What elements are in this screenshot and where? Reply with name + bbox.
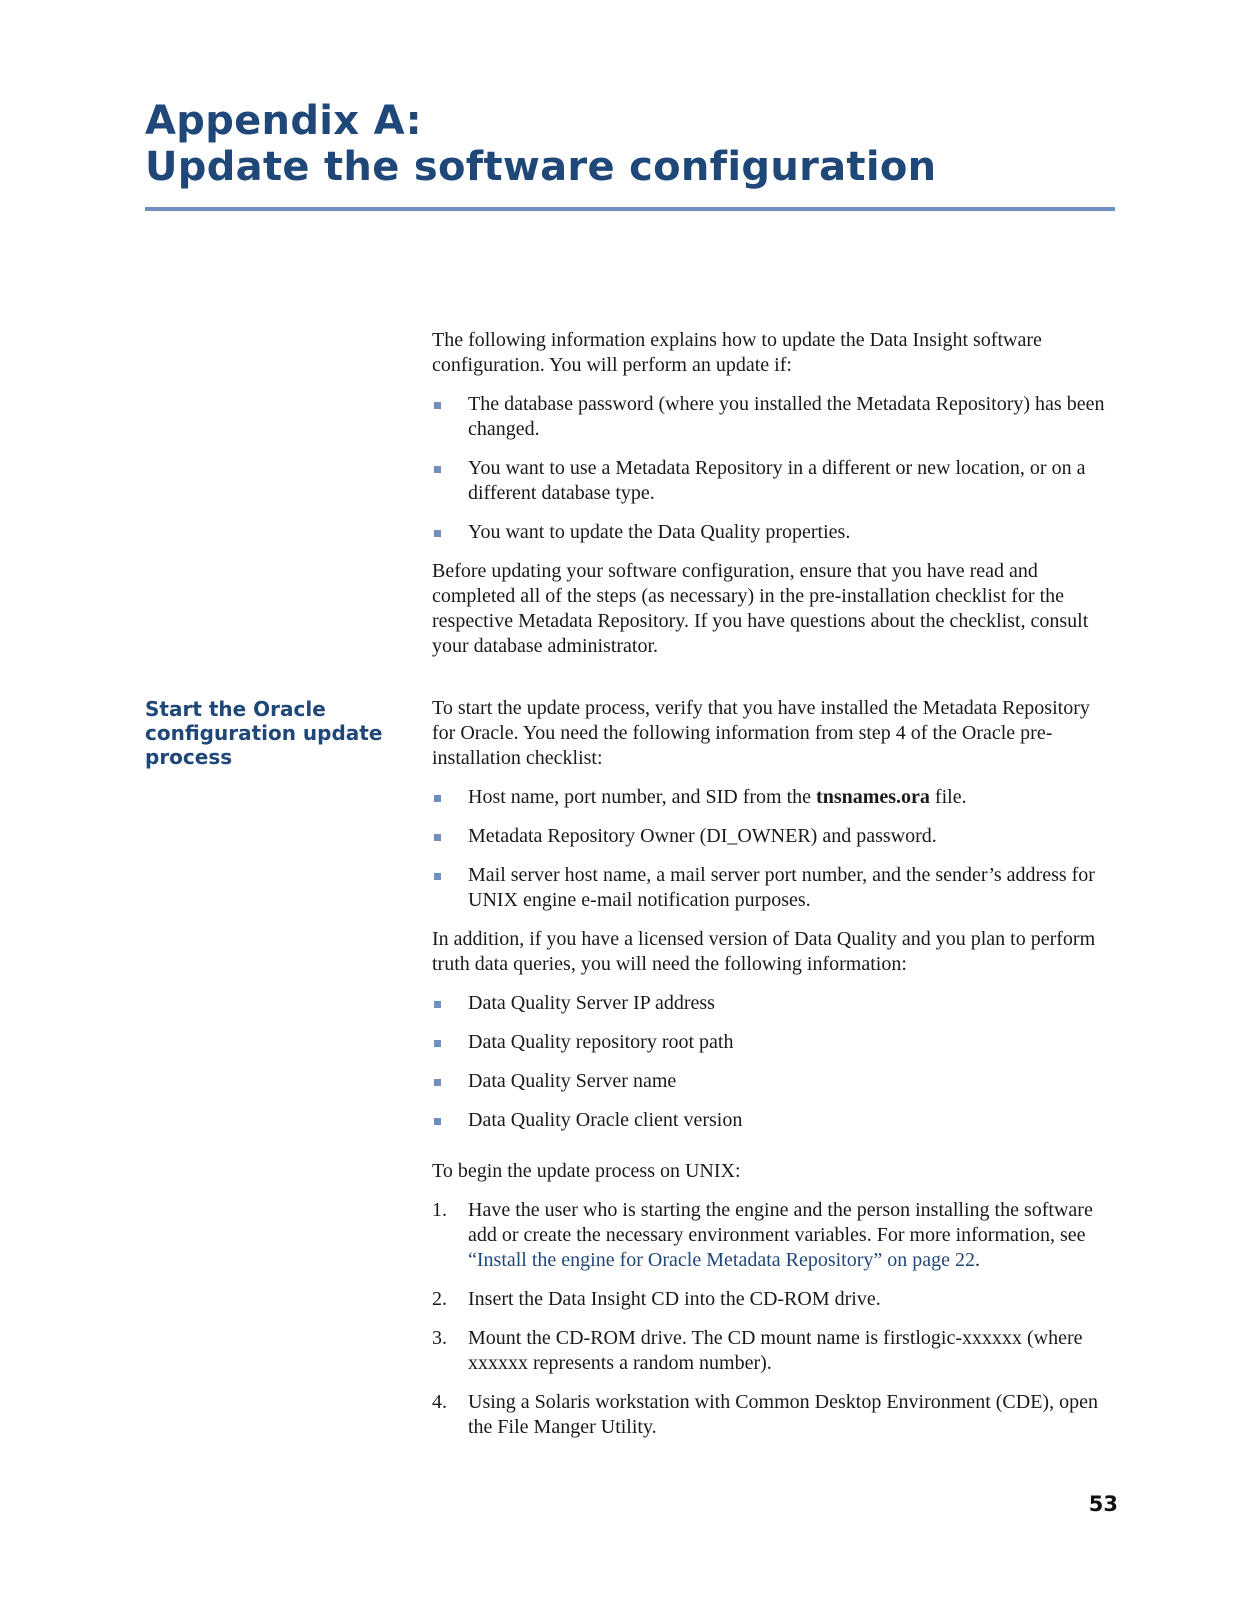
- section-paragraph-2: In addition, if you have a licensed version of Data Quality and you plan to perform truth data queries, you will need the following information:: [432, 928, 1096, 975]
- square-bullet-icon: [434, 834, 441, 841]
- intro-bullet-list: [432, 392, 1116, 545]
- title-line-2: Update the software configuration: [145, 144, 937, 190]
- square-bullet-icon: [434, 402, 441, 409]
- square-bullet-icon: [434, 1118, 441, 1125]
- list-item-text: Metadata Repository Owner (DI_OWNER) and password.: [468, 825, 937, 847]
- list-item-text: Data Quality Server name: [468, 1070, 677, 1092]
- required-info-list: [432, 785, 1116, 913]
- list-item-text: The database password (where you installed the Metadata Repository) has been changed.: [468, 393, 1105, 440]
- page-number: 53: [1088, 1492, 1118, 1516]
- list-item-text: Host name, port number, and SID from the: [468, 786, 817, 808]
- list-item-text: You want to update the Data Quality properties.: [468, 521, 851, 543]
- intro-block: [432, 328, 1116, 659]
- step-item: [432, 1287, 1116, 1312]
- list-item: [432, 1108, 1116, 1133]
- step-item: [432, 1326, 1116, 1376]
- square-bullet-icon: [434, 530, 441, 537]
- step-number: 4.: [432, 1391, 447, 1413]
- square-bullet-icon: [434, 466, 441, 473]
- section-paragraph: To start the update process, verify that you have installed the Metadata Repository for Oracle. You need the following information from step 4 of the Oracle pre-installation checklist:: [432, 697, 1090, 769]
- step-text: Insert the Data Insight CD into the CD-ROM drive.: [468, 1288, 881, 1310]
- square-bullet-icon: [434, 1040, 441, 1047]
- list-item: [432, 1030, 1116, 1055]
- title-line-1: Appendix A:: [145, 98, 422, 144]
- step-item: [432, 1390, 1116, 1440]
- list-item: [432, 785, 1116, 810]
- step-text-end: .: [975, 1249, 981, 1271]
- page-title: [145, 98, 936, 190]
- cross-reference-link[interactable]: “Install the engine for Oracle Metadata Repository” on page 22: [468, 1249, 976, 1271]
- square-bullet-icon: [434, 795, 441, 802]
- list-item: [432, 991, 1116, 1016]
- intro-paragraph: The following information explains how to update the Data Insight software configuration. You will perform an update if:: [432, 329, 1042, 376]
- step-text: Have the user who is starting the engine and the person installing the software add or create the necessary environment variables. For more information, see: [468, 1199, 1093, 1246]
- filename-text: tnsnames.ora: [816, 786, 930, 808]
- step-text: Using a Solaris workstation with Common Desktop Environment (CDE), open the File Manger Utility.: [468, 1391, 1098, 1438]
- list-item-text: Mail server host name, a mail server port number, and the sender’s address for UNIX engine e-mail notification purposes.: [468, 864, 1095, 911]
- list-item: [432, 392, 1116, 442]
- list-item-text: file.: [929, 786, 967, 808]
- list-item: [432, 520, 1116, 545]
- square-bullet-icon: [434, 1001, 441, 1008]
- list-item: [432, 863, 1116, 913]
- section-body: [432, 696, 1116, 1440]
- step-number: 2.: [432, 1288, 447, 1310]
- step-text: Mount the CD-ROM drive. The CD mount name is firstlogic-xxxxxx (where xxxxxx represents a random number).: [468, 1327, 1083, 1374]
- list-item: [432, 824, 1116, 849]
- data-quality-list: [432, 991, 1116, 1133]
- intro-closing-paragraph: Before updating your software configuration, ensure that you have read and completed all of the steps (as necessary) in the pre-installation checklist for the respective Metadata Repository. If you have questions about the checklist, consult your database administrator.: [432, 560, 1089, 657]
- step-item: [432, 1198, 1116, 1273]
- steps-list: [432, 1198, 1116, 1440]
- list-item: [432, 456, 1116, 506]
- list-item: [432, 1069, 1116, 1094]
- list-item-text: Data Quality repository root path: [468, 1031, 734, 1053]
- step-number: 1.: [432, 1199, 447, 1221]
- list-item-text: Data Quality Oracle client version: [468, 1109, 743, 1131]
- section-heading: Start the Oracle configuration update process: [145, 697, 383, 769]
- list-item-text: Data Quality Server IP address: [468, 992, 715, 1014]
- list-item-text: You want to use a Metadata Repository in a different or new location, or on a different database type.: [468, 457, 1086, 504]
- steps-intro: To begin the update process on UNIX:: [432, 1160, 741, 1182]
- title-underline: [145, 207, 1115, 211]
- square-bullet-icon: [434, 873, 441, 880]
- square-bullet-icon: [434, 1079, 441, 1086]
- step-number: 3.: [432, 1327, 447, 1349]
